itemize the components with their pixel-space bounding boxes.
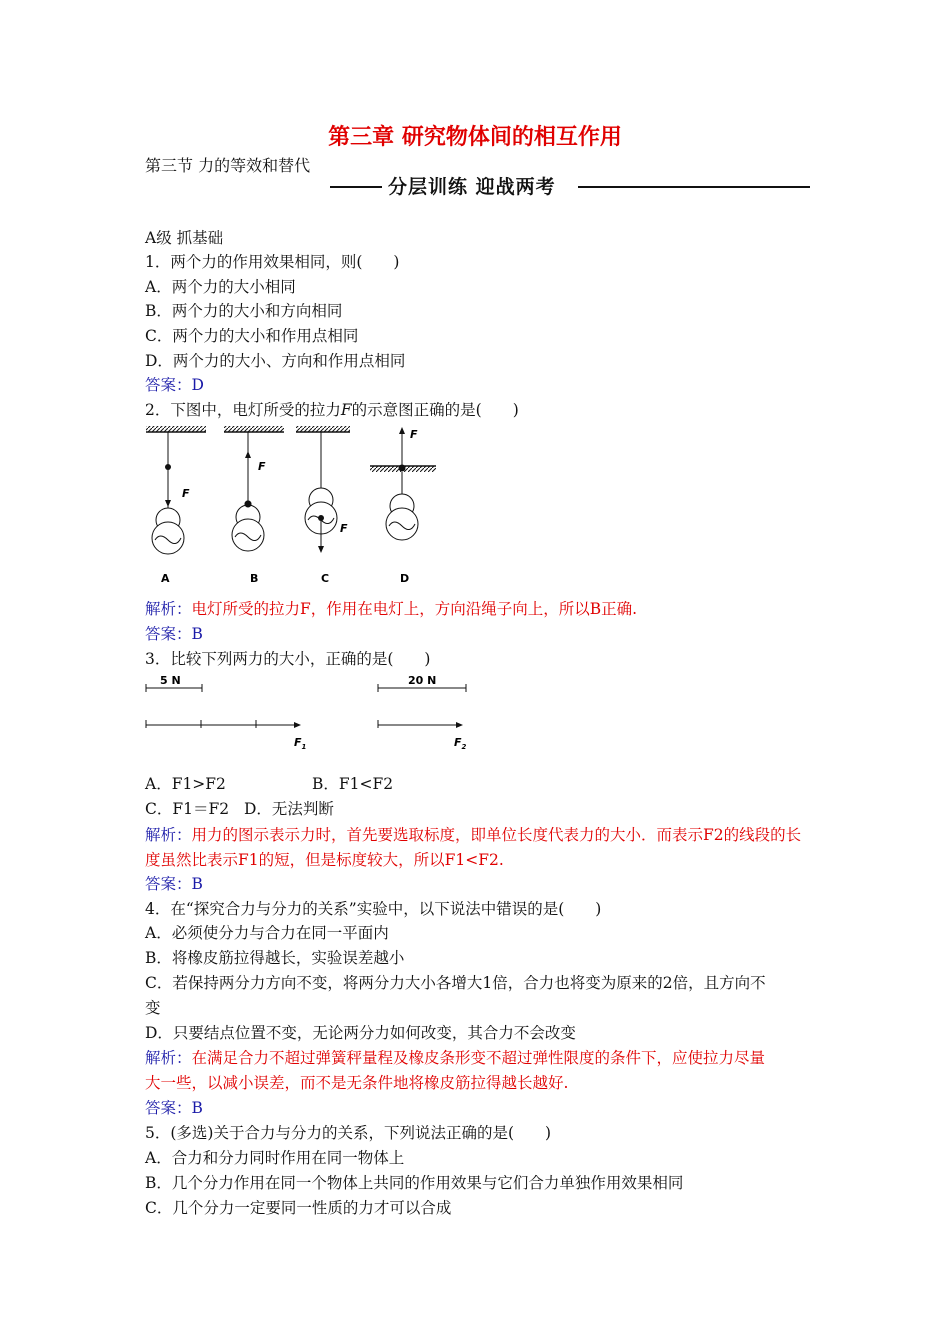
- q1-option-a: A．两个力的大小相同: [145, 278, 296, 296]
- q2-stem-var: F: [340, 401, 352, 419]
- force-label-a: F: [182, 487, 190, 500]
- q1-option-b: B．两个力的大小和方向相同: [145, 302, 343, 320]
- q2-analysis: [145, 598, 637, 620]
- figure-label-c: C: [321, 572, 330, 585]
- scale-label-1: 5 N: [160, 674, 181, 687]
- figure-b: [224, 426, 284, 585]
- q4-analysis-label: 解析：: [145, 1049, 192, 1067]
- f1-label: $F_1$: [294, 736, 307, 751]
- q1-answer: 答案：D: [145, 376, 204, 394]
- q4-stem: 4．在“探究合力与分力的关系”实验中，以下说法中错误的是( ): [145, 900, 602, 918]
- figure-label-d: D: [400, 572, 410, 585]
- figure-a: [146, 426, 206, 585]
- level-heading: A级 抓基础: [145, 229, 224, 247]
- q3-option-a: A．F1>F2: [145, 775, 226, 793]
- q1-option-c: C．两个力的大小和作用点相同: [145, 327, 359, 345]
- q2-stem-pre: 2．下图中，电灯所受的拉力: [145, 401, 341, 419]
- q5-option-a: A．合力和分力同时作用在同一物体上: [145, 1149, 405, 1167]
- figure-d: [370, 428, 436, 585]
- q3-option-b: B．F1<F2: [312, 775, 394, 793]
- figure-label-a: A: [161, 572, 170, 585]
- q3-analysis-text: 用力的图示表示力时，首先要选取标度，即单位长度代表力的大小．而表示F2的线段的长度虽然比表示F1的短，但是标度较大，所以F1<F2.: [145, 826, 802, 869]
- q5-option-b: B．几个分力作用在同一个物体上共同的作用效果与它们合力单独作用效果相同: [145, 1174, 684, 1192]
- q2-answer: 答案：B: [145, 625, 203, 643]
- q3-stem: 3．比较下列两力的大小，正确的是( ): [145, 650, 431, 668]
- q5-option-c: C．几个分力一定要同一性质的力才可以合成: [145, 1199, 452, 1217]
- q2-stem-post: 的示意图正确的是( ): [351, 401, 519, 419]
- q2-analysis-text: 电灯所受的拉力F，作用在电灯上，方向沿绳子向上，所以B正确.: [191, 600, 638, 618]
- q4-option-a: A．必须使分力与合力在同一平面内: [145, 924, 389, 942]
- force-label-d: F: [410, 428, 418, 441]
- force-label-c: F: [340, 522, 348, 535]
- q4-answer: 答案：B: [145, 1099, 203, 1117]
- q3-analysis: [145, 823, 810, 873]
- force-scale-figure: [140, 670, 480, 755]
- lamp-figure: [140, 420, 450, 590]
- q4-option-d: D．只要结点位置不变，无论两分力如何改变，其合力不会改变: [145, 1024, 576, 1042]
- figure-c: [296, 426, 350, 585]
- q2-analysis-label: 解析：: [145, 600, 192, 618]
- q1-stem: 1．两个力的作用效果相同，则( ): [145, 253, 400, 271]
- q1-option-d: D．两个力的大小、方向和作用点相同: [145, 352, 406, 370]
- scale-label-2: 20 N: [408, 674, 437, 687]
- force-label-b: F: [258, 460, 266, 473]
- q4-analysis-text1: 在满足合力不超过弹簧秤量程及橡皮条形变不超过弹性限度的条件下，应使拉力尽量: [191, 1049, 766, 1067]
- banner-text: 分层训练 迎战两考: [388, 176, 556, 198]
- q3-option-d: D．无法判断: [244, 800, 334, 818]
- q4-analysis-line2: 大一些，以减小误差，而不是无条件地将橡皮筋拉得越长越好.: [145, 1074, 569, 1092]
- banner-left-rule: [330, 186, 382, 188]
- figure-label-b: B: [250, 572, 259, 585]
- chapter-title: 第三章 研究物体间的相互作用: [328, 125, 622, 150]
- q4-analysis-line1: [145, 1047, 765, 1069]
- q3-option-c: C．F1＝F2: [145, 800, 230, 818]
- q3-answer: 答案：B: [145, 875, 203, 893]
- q4-option-c-line2: 变: [145, 999, 161, 1017]
- q3-analysis-label: 解析：: [145, 826, 192, 844]
- q4-option-b: B．将橡皮筋拉得越长，实验误差越小: [145, 949, 405, 967]
- f2-label: $F_2$: [454, 736, 467, 751]
- q5-stem: 5．(多选)关于合力与分力的关系，下列说法正确的是( ): [145, 1124, 552, 1142]
- banner: [330, 170, 810, 202]
- q2-stem: [145, 399, 519, 421]
- section-title: 第三节 力的等效和替代: [145, 156, 311, 175]
- q4-option-c-line1: C．若保持两分力方向不变，将两分力大小各增大1倍，合力也将变为原来的2倍，且方向不: [145, 974, 766, 992]
- banner-right-rule: [578, 186, 810, 188]
